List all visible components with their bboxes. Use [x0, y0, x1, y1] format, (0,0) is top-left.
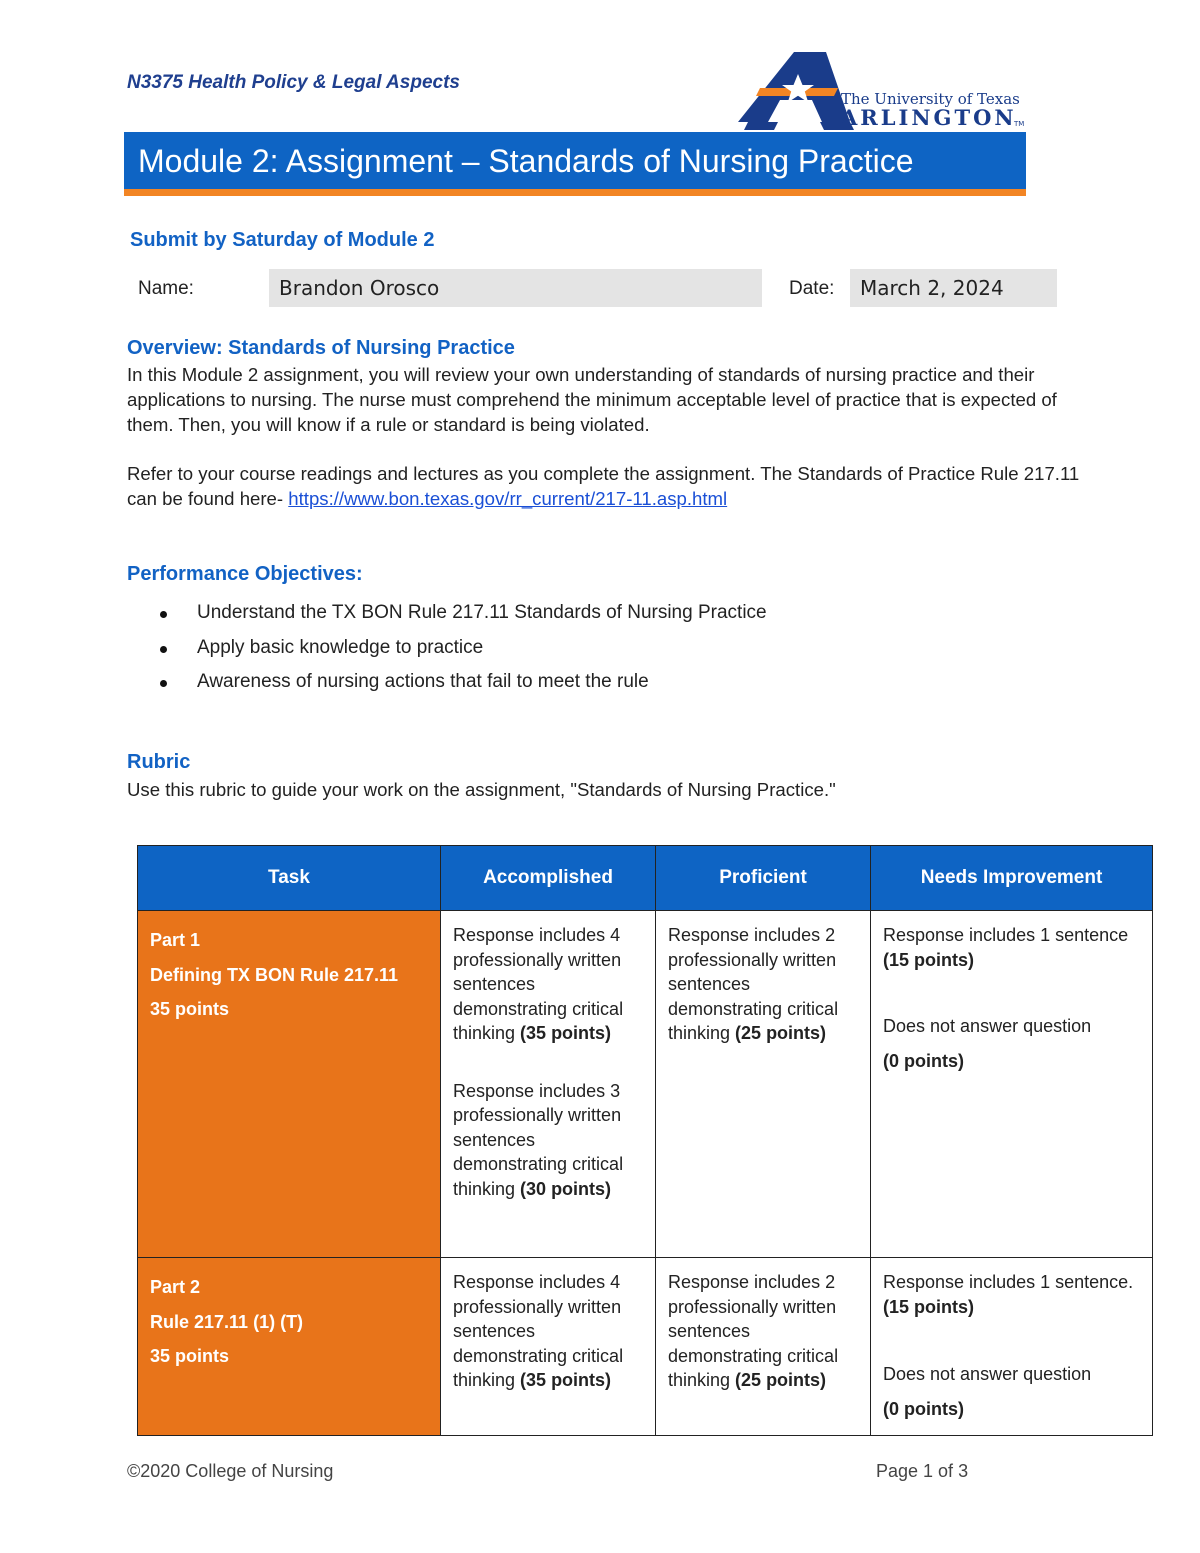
course-title: N3375 Health Policy & Legal Aspects [127, 72, 460, 93]
task-points: 35 points [150, 1346, 230, 1366]
logo-tm: TM [1014, 120, 1025, 128]
footer-copyright: ©2020 College of Nursing [127, 1461, 334, 1481]
task-part: Part 2 [150, 1277, 201, 1297]
uta-logo [738, 50, 1038, 132]
task-part: Part 1 [150, 930, 201, 950]
objective-item: Apply basic knowledge to practice [160, 631, 767, 666]
accomplished-cell [441, 911, 656, 1258]
criterion: Response includes 4 professionally written sentences demonstrating critical thinking (35 points) [453, 925, 624, 1043]
date-field[interactable]: March 2, 2024 [850, 269, 1057, 307]
objective-item: Understand the TX BON Rule 217.11 Standards of Nursing Practice [160, 596, 767, 631]
criterion-points: (0 points) [883, 1398, 964, 1419]
rubric-table [137, 845, 1153, 1436]
criterion-points: (15 points) [883, 949, 975, 970]
proficient-cell [656, 1258, 871, 1436]
objective-item: Awareness of nursing actions that fail to meet the rule [160, 665, 767, 700]
criterion-points: (15 points) [883, 1296, 975, 1317]
overview-paragraph: In this Module 2 assignment, you will review your own understanding of standards of nursing practice and their applications to nursing. The nurse must comprehend the minimum acceptable level of practice that is expected of them. Then, you will know if a rule or standard is being violated. [127, 364, 1057, 435]
needs-improvement-cell [871, 911, 1153, 1258]
header-proficient: Proficient [656, 846, 871, 911]
logo-line-2: ARLINGTON [841, 105, 1017, 130]
header-task: Task [138, 846, 441, 911]
table-row [138, 911, 1153, 1258]
rubric-intro: Use this rubric to guide your work on the assignment, "Standards of Nursing Practice." [127, 779, 836, 800]
bon-rule-link[interactable]: https://www.bon.texas.gov/rr_current/217-11.asp.html [288, 488, 728, 509]
task-points: 35 points [150, 999, 230, 1019]
criterion: Response includes 1 sentence. [883, 1272, 1134, 1292]
footer-page-number: Page 1 of 3 [876, 1461, 969, 1481]
criterion: Response includes 4 professionally written sentences demonstrating critical thinking (35 points) [453, 1272, 624, 1390]
accomplished-cell [441, 1258, 656, 1436]
header-needs-improvement: Needs Improvement [871, 846, 1153, 911]
task-title: Defining TX BON Rule 217.11 [150, 964, 399, 985]
criterion: Does not answer question [883, 1016, 1092, 1036]
criterion: Does not answer question [883, 1364, 1092, 1384]
name-field[interactable]: Brandon Orosco [269, 269, 762, 307]
title-banner [124, 132, 1026, 196]
task-cell [138, 1258, 441, 1436]
readings-paragraph [127, 461, 1087, 511]
rubric-heading: Rubric [127, 751, 191, 773]
page-title: Module 2: Assignment – Standards of Nursing Practice [138, 143, 914, 179]
submit-deadline: Submit by Saturday of Module 2 [130, 229, 435, 251]
rubric-header-row [138, 846, 1153, 911]
date-label: Date: [789, 278, 835, 299]
readings-text: Refer to your course readings and lectures as you complete the assignment. The Standards of Practice Rule 217.11 can be found here- [127, 463, 1080, 509]
objectives-heading: Performance Objectives: [127, 563, 363, 585]
table-row [138, 1258, 1153, 1436]
criterion: Response includes 1 sentence [883, 925, 1129, 945]
needs-improvement-cell [871, 1258, 1153, 1436]
criterion: Response includes 2 professionally written sentences demonstrating critical thinking (25 points) [668, 1272, 839, 1390]
bullet-icon [160, 611, 167, 618]
bullet-icon [160, 680, 167, 687]
overview-heading: Overview: Standards of Nursing Practice [127, 337, 515, 359]
proficient-cell [656, 911, 871, 1258]
criterion: Response includes 3 professionally written sentences demonstrating critical thinking (30 points) [453, 1080, 624, 1199]
criterion-points: (0 points) [883, 1050, 964, 1071]
name-label: Name: [138, 278, 194, 299]
header-accomplished: Accomplished [441, 846, 656, 911]
task-title: Rule 217.11 (1) (T) [150, 1311, 304, 1332]
objectives-list [160, 596, 767, 700]
bullet-icon [160, 646, 167, 653]
criterion: Response includes 2 professionally written sentences demonstrating critical thinking (25 points) [668, 925, 839, 1043]
task-cell [138, 911, 441, 1258]
logo-line-1: The University of Texas [841, 90, 1020, 108]
